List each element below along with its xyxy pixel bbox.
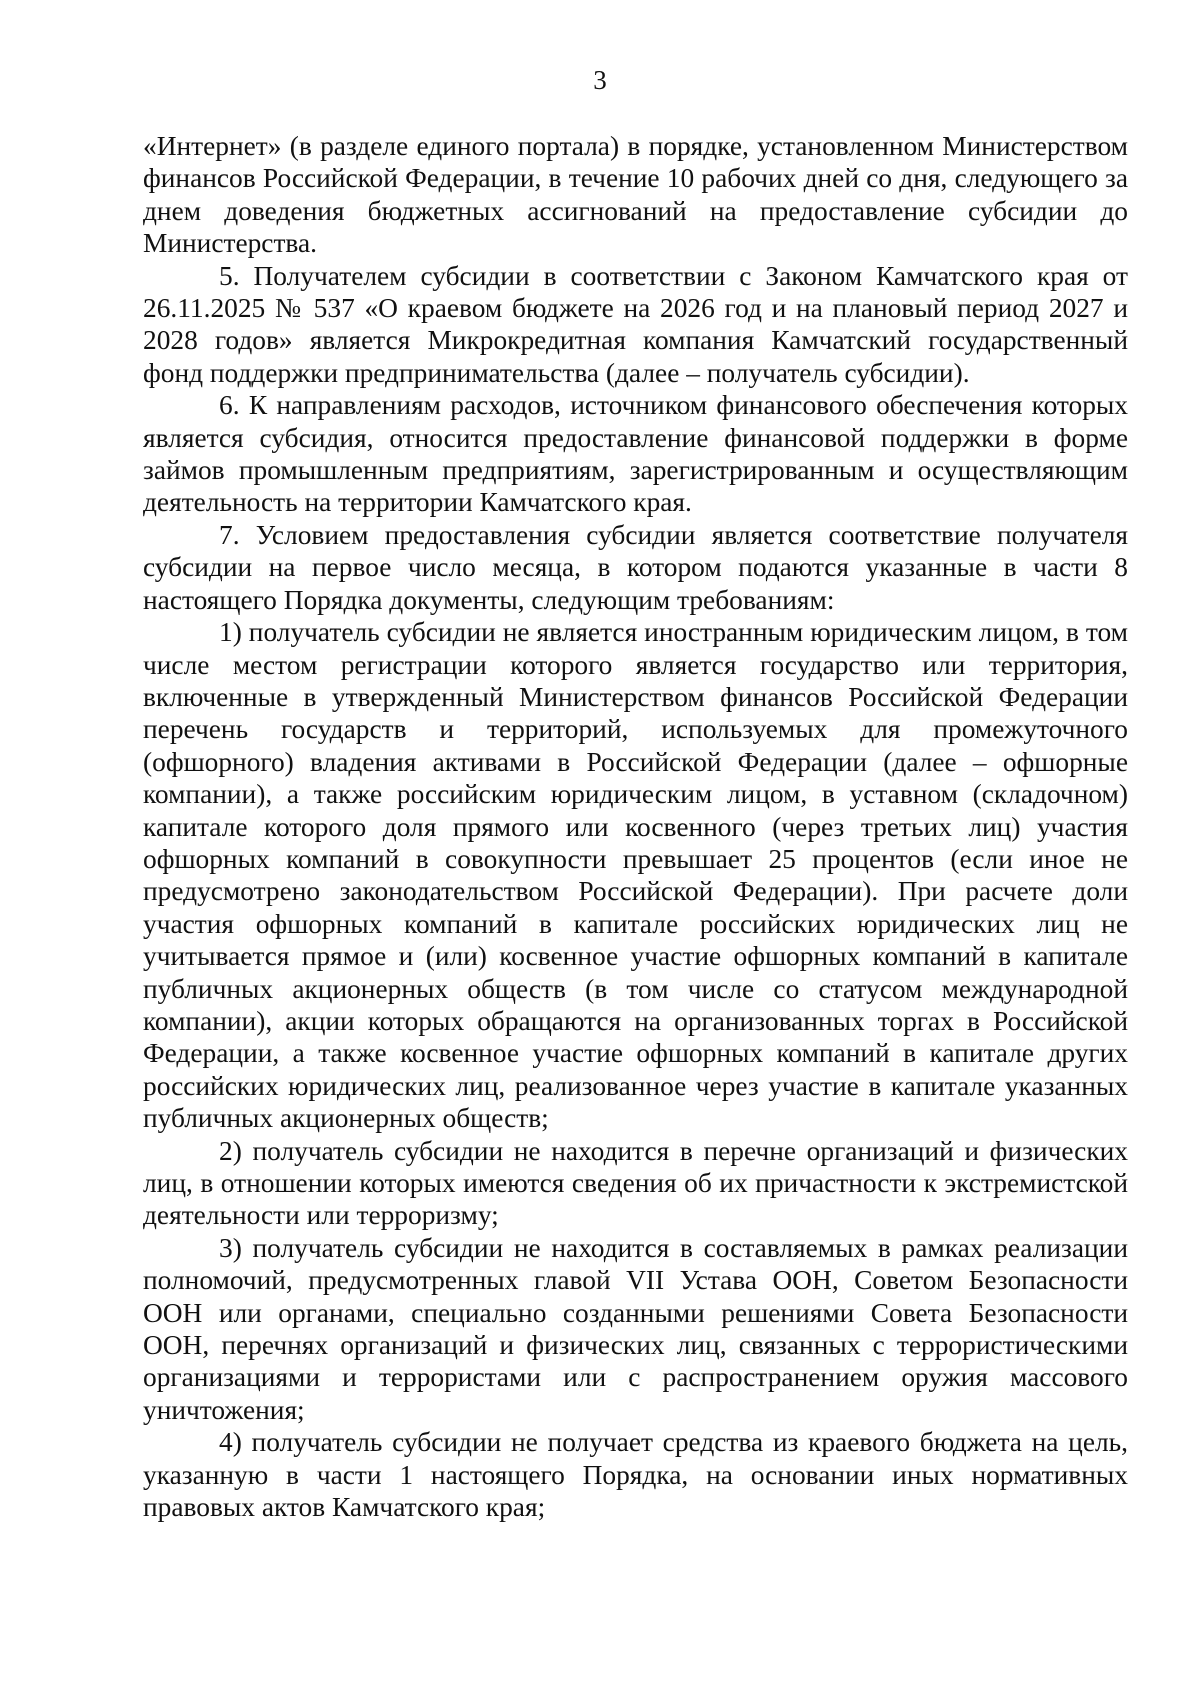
- subitem-4: 4) получатель субсидии не получает средства из краевого бюджета на цель, указанную в части 1 настоящего Порядка, на основании иных нормативных правовых актов Камчатского края;: [143, 1427, 1128, 1523]
- subitem-2: 2) получатель субсидии не находится в перечне организаций и физических лиц, в отношении которых имеются сведения об их причастности к экстремистской деятельности или терроризму;: [143, 1135, 1128, 1231]
- paragraph-item-7: 7. Условием предоставления субсидии является соответствие получателя субсидии на первое число месяца, в котором подаются указанные в части 8 настоящего Порядка документы, следующим требованиям:: [143, 519, 1128, 615]
- paragraph-continuation: «Интернет» (в разделе единого портала) в порядке, установленном Министерством финансов Российской Федерации, в течение 10 рабочих дней со дня, следующего за днем доведения бюджетных ассигнований на предоставление субсидии до Министерства.: [143, 131, 1128, 259]
- paragraph-item-6: 6. К направлениям расходов, источником финансового обеспечения которых является субсидия, относится предоставление финансовой поддержки в форме займов промышленным предприятиям, зарегистрированным и осуществляющим деятельность на территории Камчатского края.: [143, 390, 1128, 518]
- subitem-1: 1) получатель субсидии не является иностранным юридическим лицом, в том числе местом регистрации которого является государство или территория, включенные в утвержденный Министерством финансов Российской Федерации перечень государств и территорий, используемых для промежуточного (офшорного) владения активами в Российской Федерации (далее – офшорные компании), а также российским юридическим лицом, в уставном (складочном) капитале которого доля прямого или косвенного (через третьих лиц) участия офшорных компаний в совокупности превышает 25 процентов (если иное не предусмотрено законодательством Российской Федерации). При расчете доли участия офшорных компаний в капитале российских юридических лиц не учитывается прямое и (или) косвенное участие офшорных компаний в капитале публичных акционерных обществ (в том числе со статусом международной компании), акции которых обращаются на организованных торгах в Российской Федерации, а также косвенное участие офшорных компаний в капитале других российских юридических лиц, реализованное через участие в капитале указанных публичных акционерных обществ;: [143, 617, 1128, 1134]
- subitem-3: 3) получатель субсидии не находится в составляемых в рамках реализации полномочий, предусмотренных главой VII Устава ООН, Советом Безопасности ООН или органами, специально созданными решениями Совета Безопасности ООН, перечнях организаций и физических лиц, связанных с террористическими организациями и террористами или с распространением оружия массового уничтожения;: [143, 1232, 1128, 1425]
- document-body: [143, 130, 1128, 1523]
- paragraph-item-5: 5. Получателем субсидии в соответствии с Законом Камчатского края от 26.11.2025 № 537 «О краевом бюджете на 2026 год и на плановый период 2027 и 2028 годов» является Микрокредитная компания Камчатский государственный фонд поддержки предпринимательства (далее – получатель субсидии).: [143, 260, 1128, 388]
- page-number: 3: [593, 65, 607, 95]
